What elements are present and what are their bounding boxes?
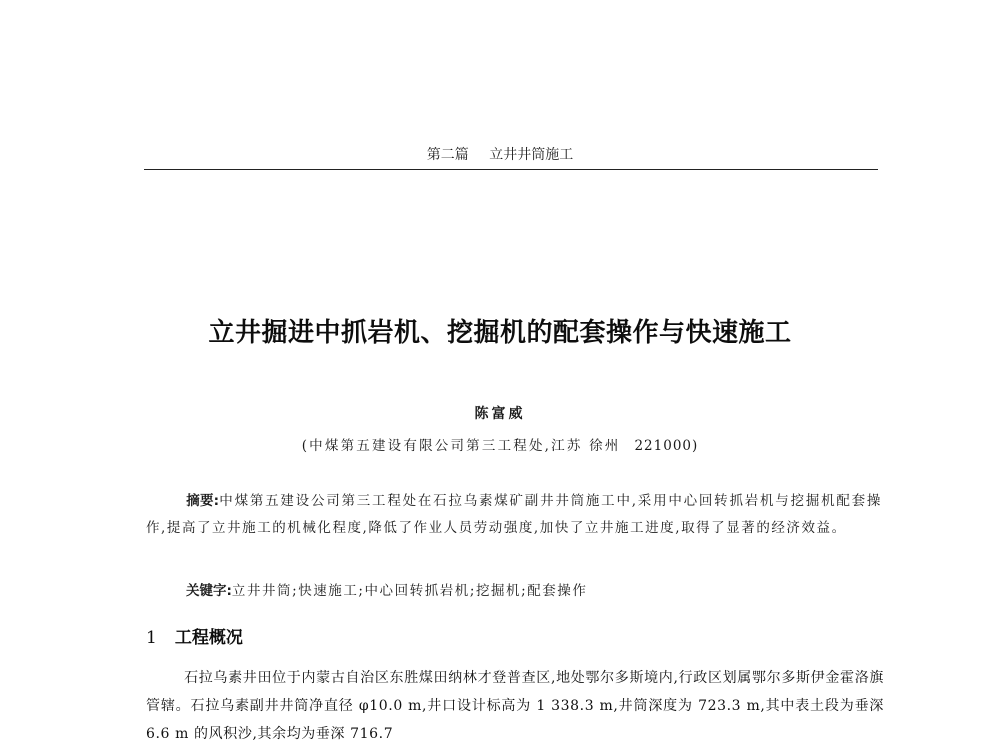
body-paragraph xyxy=(146,664,884,748)
affiliation-text: (中煤第五建设有限公司第三工程处,江苏 徐州 xyxy=(301,438,621,454)
keywords-text: 立井井筒;快速施工;中心回转抓岩机;挖掘机;配套操作 xyxy=(231,583,588,599)
keywords xyxy=(186,579,886,599)
abstract-label: 摘要: xyxy=(186,493,220,509)
paper-title: 立井掘进中抓岩机、挖掘机的配套操作与快速施工 xyxy=(208,318,792,348)
abstract-text: 中煤第五建设公司第三工程处在石拉乌素煤矿副井井筒施工中,采用中心回转抓岩机与挖掘机配套操作,提高了立井施工的机械化程度,降低了作业人员劳动强度,加快了立井施工进度,取得了显著的经济效益。 xyxy=(146,493,882,536)
section-heading xyxy=(146,623,243,648)
body-paragraph-text: 石拉乌素井田位于内蒙古自治区东胜煤田纳林才登普查区,地处鄂尔多斯境内,行政区划属鄂尔多斯伊金霍洛旗管辖。石拉乌素副井井筒净直径 φ10.0 m,井口设计标高为 1 338.3 m,井筒深度为 723.3 m,其中表土段为垂深 6.6 m 的风积沙,其余均为垂深 716.7 xyxy=(146,670,884,742)
keywords-label: 关键字: xyxy=(186,583,232,599)
section-title: 工程概况 xyxy=(174,628,243,648)
running-header-chapter: 立井井筒施工 xyxy=(489,147,574,163)
author-name: 陈富威 xyxy=(474,406,526,422)
section-number: 1 xyxy=(146,628,157,648)
header-rule xyxy=(144,169,878,170)
running-header-part: 第二篇 xyxy=(426,147,469,163)
running-header xyxy=(0,144,1000,164)
author-affiliation xyxy=(0,434,1000,454)
affiliation-postcode: 221000) xyxy=(634,438,699,454)
abstract xyxy=(146,488,882,542)
